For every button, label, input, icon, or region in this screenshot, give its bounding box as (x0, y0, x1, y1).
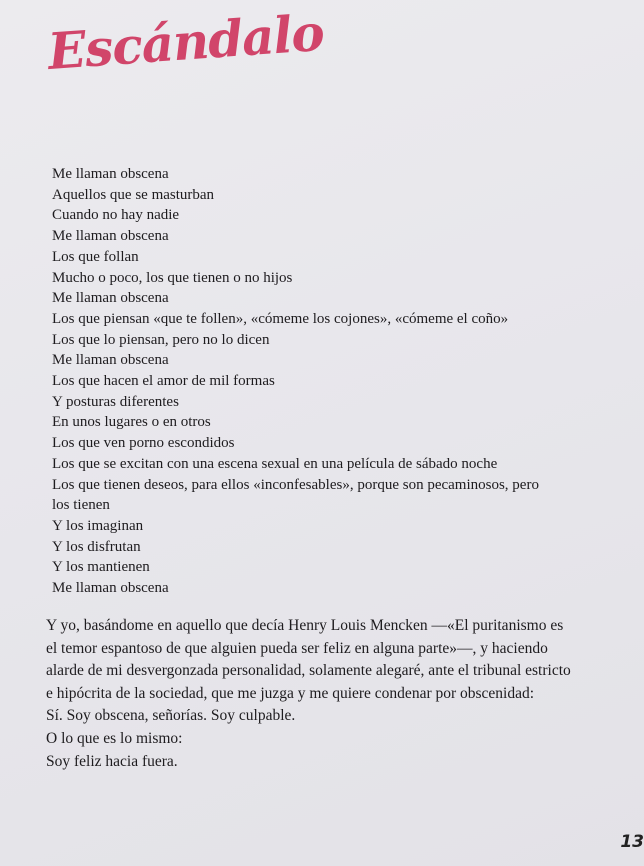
poem-line: Los que hacen el amor de mil formas (52, 373, 275, 390)
poem-line: Y los disfrutan (52, 538, 141, 555)
poem-line: En unos lugares o en otros (52, 414, 211, 431)
poem-line: Cuando no hay nadie (52, 207, 180, 224)
poem-line: Los que lo piensan, pero no lo dicen (52, 331, 270, 348)
prose-line: alarde de mi desvergonzada personalidad, solamente alegaré, ante el tribunal estricto (46, 662, 571, 680)
page-title: Escándalo (45, 2, 326, 81)
poem-line: Me llaman obscena (52, 580, 169, 597)
prose-line: e hipócrita de la sociedad, que me juzga y me quiere condenar por obscenidad: (46, 684, 535, 702)
poem-stanza (52, 164, 539, 599)
prose-line: O lo que es lo mismo: (46, 729, 183, 747)
prose-line: Y yo, basándome en aquello que decía Henry Louis Mencken —«El puritanismo es (46, 617, 564, 634)
poem-line: Me llaman obscena (52, 290, 169, 307)
prose-line: el temor espantoso de que alguien pueda ser feliz en alguna parte»—, y haciendo (46, 639, 548, 657)
poem-line: Y los mantienen (52, 559, 150, 576)
page-number: 13 (620, 832, 644, 852)
prose-line: Sí. Soy obscena, señorías. Soy culpable. (46, 707, 296, 725)
poem-line: Los que tienen deseos, para ellos «inconfesables», porque son pecaminosos, pero (52, 476, 539, 493)
poem-line: Los que se excitan con una escena sexual en una película de sábado noche (52, 455, 498, 472)
poem-line: Los que ven porno escondidos (52, 435, 235, 452)
poem-line: Mucho o poco, los que tienen o no hijos (52, 269, 293, 286)
prose-paragraph (46, 615, 636, 773)
prose-line: Soy feliz hacia fuera. (46, 752, 178, 770)
poem-line: Los que follan (52, 248, 139, 265)
poem-line: los tienen (52, 497, 110, 514)
poem-line: Me llaman obscena (52, 166, 169, 182)
poem-line: Aquellos que se masturban (52, 186, 215, 203)
poem-line: Y posturas diferentes (52, 393, 179, 410)
poem-line: Los que piensan «que te follen», «cómeme los cojones», «cómeme el coño» (52, 310, 509, 327)
poem-line: Me llaman obscena (52, 228, 169, 245)
poem-line: Y los imaginan (52, 517, 144, 534)
poem-line: Me llaman obscena (52, 352, 169, 369)
